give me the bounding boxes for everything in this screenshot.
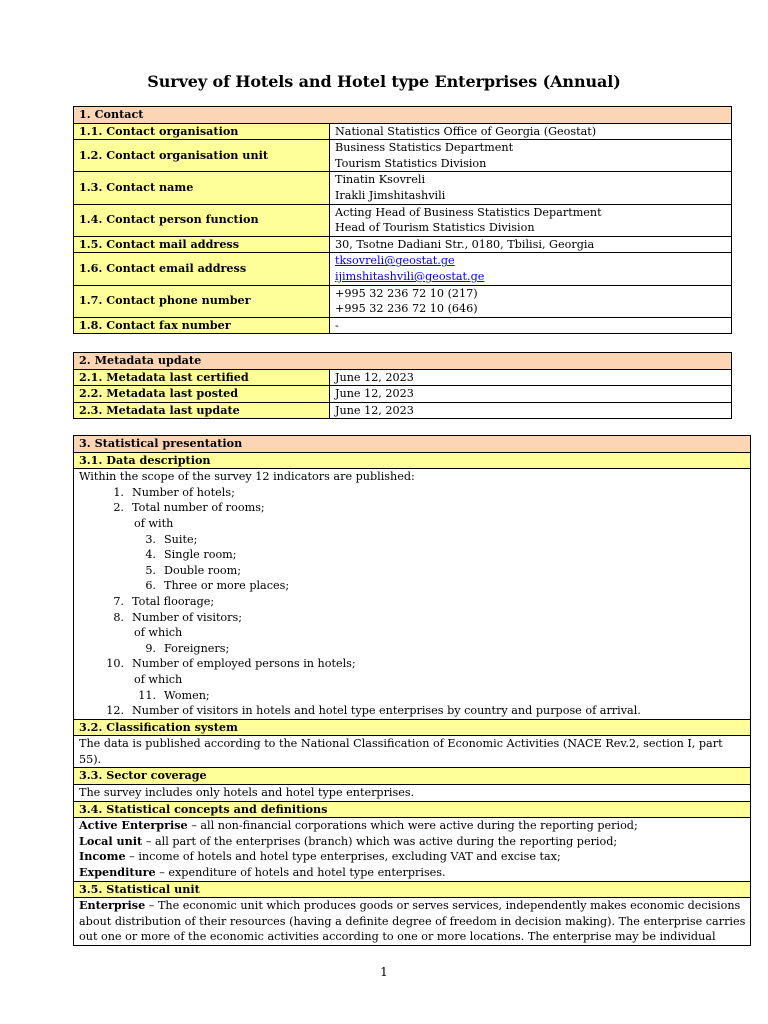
contact-value [330,172,732,204]
definition-line [79,865,745,881]
page-number: 1 [380,965,388,979]
statistical-unit-text [74,898,751,946]
definition-term: Local unit [79,833,143,848]
item-number: 12. [106,704,124,718]
presentation-table [73,435,751,946]
item-text: Number of hotels; [132,485,235,499]
contact-value-line: +995 32 236 72 10 (217) [335,286,478,300]
item-number: 11. [138,688,156,702]
contact-value [330,317,732,334]
contact-label: 1.6. Contact email address [74,253,330,285]
list-subheading: of which [134,672,183,686]
contact-row [74,204,732,236]
indicator-item [79,532,745,548]
contact-label: 1.4. Contact person function [74,204,330,236]
contact-label: 1.7. Contact phone number [74,285,330,317]
data-description-intro: Within the scope of the survey 12 indicators are published: [79,470,415,484]
contact-label: 1.8. Contact fax number [74,317,330,334]
classification-header: 3.2. Classification system [74,719,751,736]
metadata-label: 2.3. Metadata last update [74,402,330,419]
definition-line [79,849,745,865]
contact-value [330,253,732,285]
contact-value [330,236,732,253]
metadata-row [74,386,732,403]
metadata-label: 2.1. Metadata last certified [74,369,330,386]
presentation-header: 3. Statistical presentation [74,436,751,453]
contact-table [73,106,732,334]
unit-line-2: about distribution of their resources (having a definite degree of freedom in decision making). The enterprise carries [79,914,746,928]
contact-value-line: 30, Tsotne Dadiani Str., 0180, Tbilisi, Georgia [335,237,595,251]
indicator-item [79,547,745,563]
contact-value-line: - [335,318,339,332]
item-number: 10. [106,657,124,671]
indicator-item [79,594,745,610]
unit-line-3: out one or more of the economic activities according to one or more locations. The enterprise may be individual [79,930,716,944]
definition-term: Active Enterprise [79,818,188,833]
metadata-value: June 12, 2023 [330,369,732,386]
definition-term: Income [79,849,126,864]
item-text: Double room; [164,563,242,577]
metadata-value: June 12, 2023 [330,402,732,419]
metadata-label: 2.2. Metadata last posted [74,386,330,403]
item-text: Number of visitors; [132,610,243,624]
sector-coverage-text: The survey includes only hotels and hotel type enterprises. [74,785,751,802]
item-text: Suite; [164,532,198,546]
contact-label: 1.5. Contact mail address [74,236,330,253]
contact-value [330,140,732,172]
indicator-item [79,688,745,704]
contact-value-line: +995 32 236 72 10 (646) [335,302,478,316]
contact-row [74,140,732,172]
definition-text: – all part of the enterprises (branch) which was active during the reporting period; [142,834,618,848]
item-text: Number of employed persons in hotels; [132,657,356,671]
item-text: Total number of rooms; [132,501,265,515]
contact-label: 1.3. Contact name [74,172,330,204]
indicator-item [79,641,745,657]
item-number: 5. [145,563,156,577]
contact-row [74,317,732,334]
metadata-row [74,369,732,386]
document-title: Survey of Hotels and Hotel type Enterprises (Annual) [147,72,621,91]
contact-value [330,285,732,317]
list-subheading: of with [134,516,174,530]
email-link[interactable]: ijimshitashvili@geostat.ge [335,269,485,283]
definition-term: Expenditure [79,865,156,880]
data-description-header: 3.1. Data description [74,452,751,469]
definition-text: – income of hotels and hotel type enterprises, excluding VAT and excise tax; [125,850,561,864]
contact-row [74,172,732,204]
metadata-table [73,352,732,419]
contact-header: 1. Contact [74,107,732,124]
contact-value [330,123,732,140]
item-number: 9. [145,641,156,655]
metadata-row [74,402,732,419]
definition-line [79,834,745,850]
concepts-header: 3.4. Statistical concepts and definitions [74,801,751,818]
item-number: 4. [145,548,156,562]
item-text: Women; [164,688,210,702]
item-number: 8. [113,610,124,624]
metadata-header: 2. Metadata update [74,353,732,370]
indicator-item [79,485,745,501]
contact-value [330,204,732,236]
contact-value-line: Tinatin Ksovreli [335,173,426,187]
indicator-item [79,500,745,516]
item-number: 3. [145,532,156,546]
contact-label: 1.1. Contact organisation [74,123,330,140]
item-number: 2. [113,501,124,515]
contact-row [74,285,732,317]
item-text: Single room; [164,548,237,562]
definition-line [79,818,745,834]
contact-value-line: Irakli Jimshitashvili [335,188,446,202]
email-link[interactable]: tksovreli@geostat.ge [335,254,455,268]
contact-row [74,236,732,253]
contact-value-line: Head of Tourism Statistics Division [335,221,535,235]
sector-coverage-header: 3.3. Sector coverage [74,768,751,785]
item-text: Number of visitors in hotels and hotel type enterprises by country and purpose of arrival. [132,704,641,718]
concepts-definitions [74,818,751,881]
contact-label: 1.2. Contact organisation unit [74,140,330,172]
contact-value-line: Tourism Statistics Division [335,156,487,170]
definition-text: – all non-financial corporations which were active during the reporting period; [187,819,638,833]
classification-text: The data is published according to the National Classification of Economic Activities (NACE Rev.2, section I, part 55). [74,736,751,768]
item-number: 7. [113,594,124,608]
contact-row [74,123,732,140]
data-description-text [74,469,751,720]
indicator-item [79,703,745,719]
indicator-item [79,610,745,626]
enterprise-term: Enterprise [79,898,146,913]
item-number: 1. [113,485,124,499]
item-number: 6. [145,579,156,593]
list-subheading: of which [134,626,183,640]
item-text: Total floorage; [132,594,215,608]
contact-value-line: Business Statistics Department [335,141,514,155]
metadata-value: June 12, 2023 [330,386,732,403]
definition-text: – expenditure of hotels and hotel type enterprises. [155,866,446,880]
statistical-unit-header: 3.5. Statistical unit [74,881,751,898]
indicator-item [79,578,745,594]
indicator-item [79,563,745,579]
indicator-list [79,485,745,719]
indicator-item [79,656,745,672]
contact-value-line: National Statistics Office of Georgia (Geostat) [335,124,597,138]
item-text: Three or more places; [164,579,290,593]
contact-row [74,253,732,285]
unit-line-1: – The economic unit which produces goods or serves services, independently makes economic decisions [145,899,741,913]
item-text: Foreigners; [164,641,230,655]
contact-value-line: Acting Head of Business Statistics Department [335,205,602,219]
